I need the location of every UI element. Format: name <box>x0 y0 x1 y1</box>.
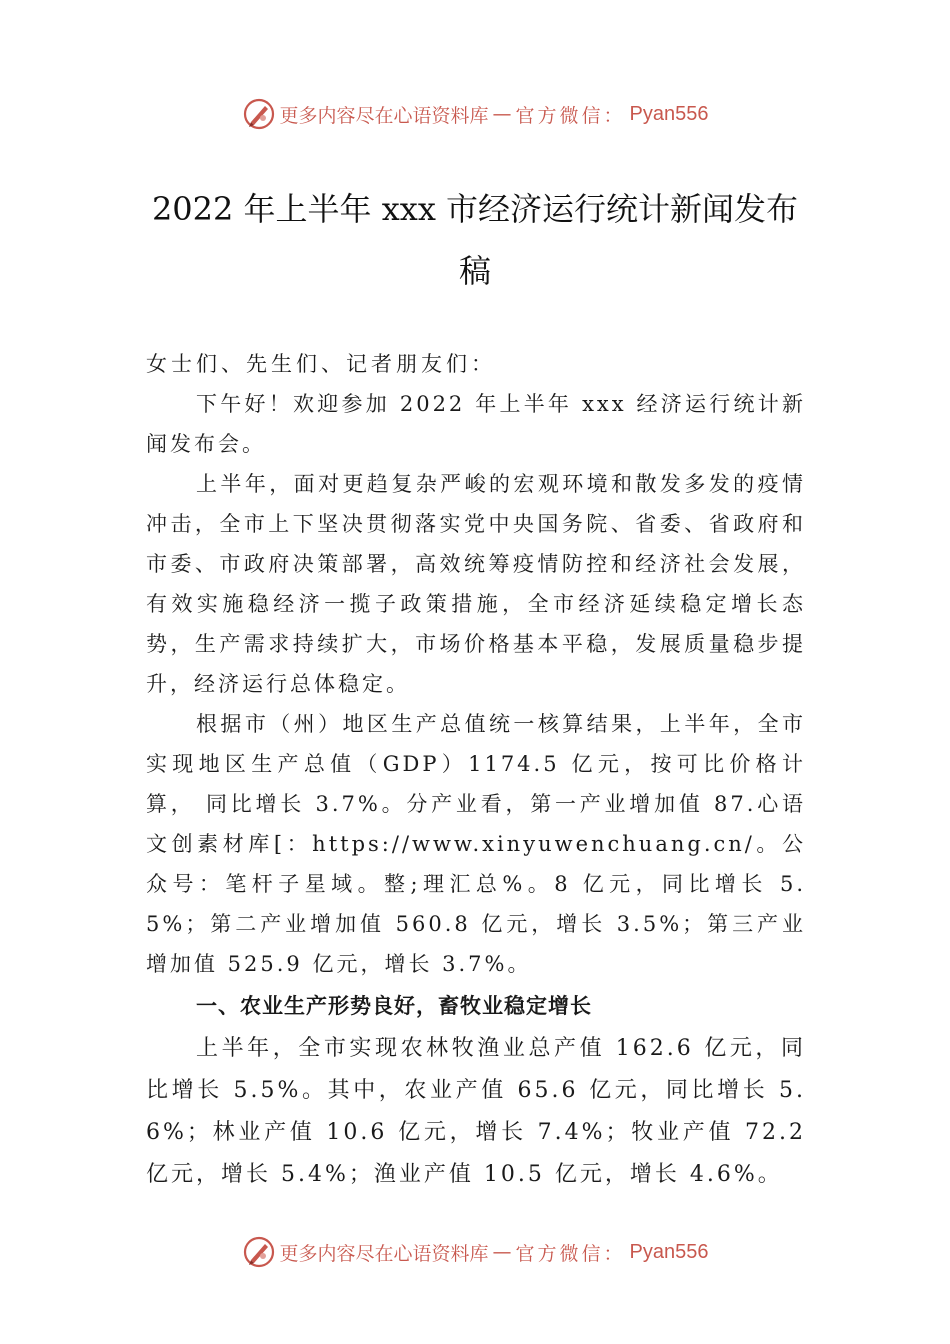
watermark-banner-bottom <box>0 1232 950 1272</box>
watermark-wechat-id: Pyan556 <box>629 1240 709 1263</box>
section-heading-agriculture: 一、农业生产形势良好，畜牧业稳定增长 <box>196 994 592 1018</box>
paragraph-overview: 上半年，面对更趋复杂严峻的宏观环境和散发多发的疫情冲击，全市上下坚决贯彻落实党中央国务院、省委、省政府和市委、市政府决策部署，高效统筹疫情防控和经济社会发展，有效实施稳经济一揽子政策措施，全市经济延续稳定增长态势，生产需求持续扩大，市场价格基本平稳，发展质量稳步提升，经济运行总体稳定。 <box>146 472 806 696</box>
greeting: 女士们、先生们、记者朋友们： <box>146 352 496 376</box>
watermark-banner-top <box>0 94 950 134</box>
watermark-brand: 更多内容尽在心语资料库 <box>279 1242 489 1265</box>
watermark-wechat-label: 官方微信： <box>515 104 626 127</box>
pen-logo-icon <box>242 97 276 131</box>
watermark-wechat-label: 官方微信： <box>515 1242 626 1265</box>
watermark-dash: — <box>492 1241 512 1263</box>
document-title: 2022 年上半年 xxx 市经济运行统计新闻发布稿 <box>151 190 799 290</box>
watermark-brand: 更多内容尽在心语资料库 <box>279 104 489 127</box>
pen-logo-icon <box>242 1235 276 1269</box>
watermark-dash: — <box>492 103 512 125</box>
watermark-wechat-id: Pyan556 <box>629 102 709 125</box>
paragraph-agriculture: 上半年，全市实现农林牧渔业总产值 162.6 亿元，同比增长 5.5%。其中，农业产值 65.6 亿元，同比增长 5.6%；林业产值 10.6 亿元，增长 7.4%；牧业产值 72.2 亿元，增长 5.4%；渔业产值 10.5 亿元，增长 4.6%。 <box>146 1036 806 1187</box>
paragraph-gdp: 根据市（州）地区生产总值统一核算结果，上半年，全市实现地区生产总值（GDP）1174.5 亿元，按可比价格计算， 同比增长 3.7%。分产业看，第一产业增加值 87.心语文创素材库[：https://www.xinyuwenchuang.cn/。公众号：笔杆子星域。整;理汇总%。8 亿元，同比增长 5.5%；第二产业增加值 560.8 亿元，增长 3.5%；第三产业增加值 525.9 亿元，增长 3.7%。 <box>146 712 806 976</box>
paragraph-welcome: 下午好！欢迎参加 2022 年上半年 xxx 经济运行统计新闻发布会。 <box>146 392 806 456</box>
document-body <box>146 344 806 1196</box>
